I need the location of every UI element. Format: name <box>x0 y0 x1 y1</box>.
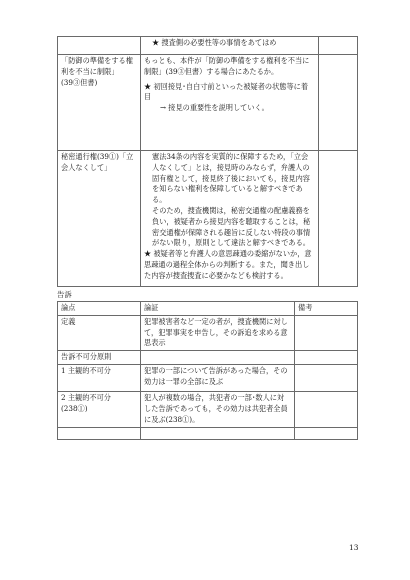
argument-text: もっとも、本件が「防御の準備をする権利を不当に制限」(39③但書）する場合にあたるか。 <box>144 56 310 76</box>
topic-cell <box>58 427 141 439</box>
topic-cell: 告訴不可分原則 <box>58 351 141 365</box>
section-title: 告訴 <box>57 290 72 299</box>
argument-cell <box>141 351 295 365</box>
remarks-cell <box>295 427 358 439</box>
column-header: 論証 <box>141 302 295 316</box>
remarks-cell <box>295 392 358 427</box>
note-text: ★ 被疑者等と弁護人の意思疎通の委縮がないか，意思疎通の過程全体からの判断する。また，聞き出した内容が捜査捜査に必要かなども検討する。 <box>144 249 312 280</box>
table-row <box>58 151 358 287</box>
topic-cell <box>58 37 141 55</box>
topic-cell: 定義 <box>58 315 141 350</box>
remarks-cell <box>295 315 358 350</box>
argument-cell <box>141 151 319 287</box>
table-row <box>58 365 358 392</box>
table-row <box>58 55 358 151</box>
note-text: ★ 捜査側の必要性等の事情をあてはめ <box>152 38 277 47</box>
argument-cell: 犯人が複数の場合，共犯者の一部･数人に対した告訴であっても，その効力は共犯者全員に及ぶ(238①)。 <box>141 392 295 427</box>
topic-label: 秘密通行権(39①)「立会人なくして」 <box>61 152 134 172</box>
column-header: 備考 <box>295 302 358 316</box>
remarks-cell <box>319 151 358 287</box>
table-row <box>58 351 358 365</box>
remarks-cell <box>295 365 358 392</box>
topic-cell: 2 主観的不可分(238①) <box>58 392 141 427</box>
table-row <box>58 315 358 350</box>
note-text: → 接見の重要性を説明していく。 <box>160 103 269 113</box>
remarks-cell <box>319 55 358 151</box>
column-header: 論点 <box>58 302 141 316</box>
page-number: 13 <box>349 543 359 552</box>
topic-cell <box>58 55 141 151</box>
argument-cell <box>141 37 319 55</box>
argument-table-continued <box>57 36 358 287</box>
table-header-row <box>58 302 358 316</box>
argument-cell <box>141 55 319 151</box>
note-text: ★ 初回接見･自白寸前といった被疑者の状態等に着目 <box>144 81 309 102</box>
topic-cell <box>58 151 141 287</box>
topic-cell: 1 主観的不可分 <box>58 365 141 392</box>
topic-label: 「防御の準備をする権利を不当に制限」(39③但書) <box>61 56 133 87</box>
remarks-cell <box>295 351 358 365</box>
argument-cell <box>141 427 295 439</box>
argument-cell: 犯罪被害者など一定の者が，捜査機関に対して，犯罪事実を申告し，その訴追を求める意思表示 <box>141 315 295 350</box>
complaint-table <box>57 301 358 440</box>
table-row <box>58 392 358 427</box>
remarks-cell <box>319 37 358 55</box>
argument-cell: 犯罪の一部について告訴があった場合，その効力は一罪の全部に及ぶ <box>141 365 295 392</box>
argument-text: 憲法34条の内容を実質的に保障するため，「立会人なくして」とは，接見時のみならず，弁護人の固有権として，接見終了後においても，接見内容を知らない権利を保障していると解すべきである。 <box>152 152 310 205</box>
argument-text: そのため，捜査機関は，秘密交通権の配慮義務を負い，被疑者から接見内容を聴取することは，秘密交通権が保障される趣旨に反しない特段の事情がない限り，原則として違法と解すべきである。 <box>152 205 311 248</box>
table-row <box>58 427 358 439</box>
table-row <box>58 37 358 55</box>
